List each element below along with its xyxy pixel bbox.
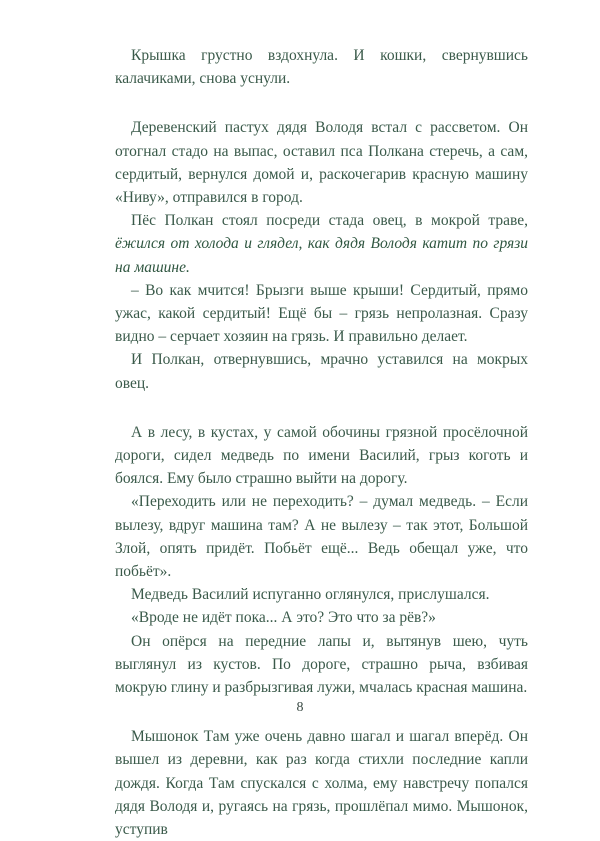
- paragraph-text: Медведь Василий испуганно оглянулся, прислушался.: [131, 586, 490, 604]
- paragraph: [115, 725, 528, 841]
- paragraph: [115, 606, 528, 629]
- page-number: 8: [296, 700, 304, 715]
- paragraph: [115, 421, 528, 491]
- paragraph: [115, 583, 528, 606]
- paragraph: [115, 348, 528, 394]
- paragraph-text: «Вроде не идёт пока... А это? Это что за рёв?»: [131, 609, 436, 627]
- emphasized-text: ёжился от холода и глядел, как дядя Володя катит по грязи на машине.: [115, 235, 528, 276]
- paragraph-text: Пёс Полкан стоял посреди стада овец, в мокрой траве,: [131, 212, 528, 230]
- body-text: [115, 44, 528, 841]
- paragraph: [115, 209, 528, 279]
- paragraph-text: Крышка грустно вздохнула. И кошки, свернувшись калачиками, снова уснули.: [115, 47, 528, 88]
- paragraph-text: Мышонок Там уже очень давно шагал и шагал вперёд. Он вышел из деревни, как раз когда стихли последние капли дождя. Когда Там спускался с холма, ему навстречу попался дядя Володя и, ругаясь на грязь, прошлёпал мимо. Мышонок, уступив: [115, 728, 528, 839]
- paragraph-text: «Переходить или не переходить? – думал медведь. – Если вылезу, вдруг машина там? А не вылезу – так этот, Большой Злой, опять придёт. Побьёт ещё... Ведь обещал уже, что побьёт».: [115, 493, 528, 581]
- paragraph: [115, 116, 528, 209]
- paragraph-text: – Во как мчится! Брызги выше крыши! Сердитый, прямо ужас, какой сердитый! Ещё бы – грязь непролазная. Сразу видно – серчает хозяин на грязь. И правильно делает.: [115, 281, 528, 346]
- paragraph: [115, 279, 528, 349]
- paragraph: [115, 44, 528, 90]
- paragraph-text: Деревенский пастух дядя Володя встал с рассветом. Он отогнал стадо на выпас, оставил пса Полкана стеречь, а сам, сердитый, вернулся домой и, раскочегарив красную машину «Ниву», отправился в город.: [115, 119, 528, 207]
- paragraph-text: Он опёрся на передние лапы и, вытянув шею, чуть выглянул из кустов. По дороге, страшно рыча, взбивая мокрую глину и разбрызгивая лужи, мчалась красная машина.: [115, 632, 528, 697]
- paragraph-text: А в лесу, в кустах, у самой обочины грязной просёлочной дороги, сидел медведь по имени Василий, грыз коготь и боялся. Ему было страшно выйти на дорогу.: [115, 423, 528, 488]
- paragraph: [115, 490, 528, 583]
- paragraph-text: И Полкан, отвернувшись, мрачно уставился на мокрых овец.: [115, 351, 528, 392]
- paragraph: [115, 630, 528, 700]
